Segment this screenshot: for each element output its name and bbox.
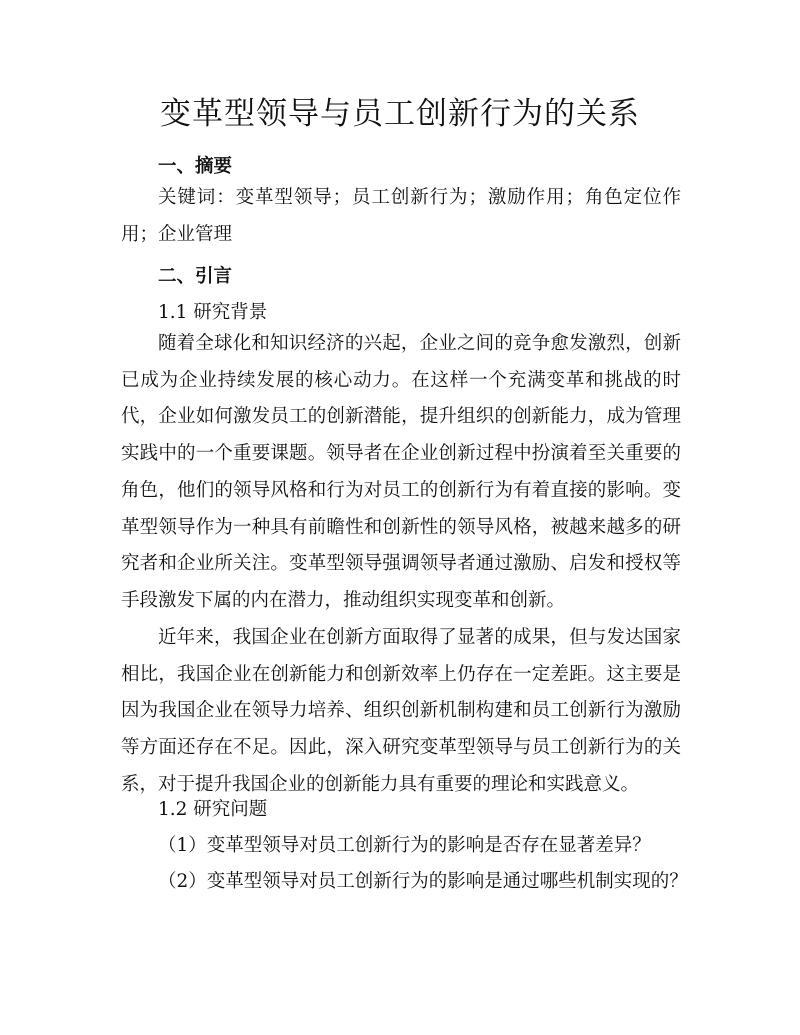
- background-paragraph-1: 随着全球化和知识经济的兴起，企业之间的竞争愈发激烈，创新已成为企业持续发展的核心动力。在这样一个充满变革和挑战的时代，企业如何激发员工的创新潜能，提升组织的创新能力，成为管理实践中的一个重要课题。领导者在企业创新过程中扮演着至关重要的角色，他们的领导风格和行为对员工的创新行为有着直接的影响。变革型领导作为一种具有前瞻性和创新性的领导风格，被越来越多的研究者和企业所关注。变革型领导强调领导者通过激励、启发和授权等手段激发下属的内在潜力，推动组织实现变革和创新。: [121, 333, 681, 611]
- subsection-heading-background: 1.1 研究背景: [158, 302, 268, 323]
- research-question-2: （2）变革型领导对员工创新行为的影响是通过哪些机制实现的？: [158, 871, 688, 892]
- keywords-paragraph: 关键词：变革型领导；员工创新行为；激励作用；角色定位作用；企业管理: [121, 187, 681, 245]
- background-paragraph-2: 近年来，我国企业在创新方面取得了显著的成果，但与发达国家相比，我国企业在创新能力和创新效率上仍存在一定差距。这主要是因为我国企业在领导力培养、组织创新机制构建和员工创新行为激励等方面还存在不足。因此，深入研究变革型领导与员工创新行为的关系，对于提升我国企业的创新能力具有重要的理论和实践意义。: [121, 627, 681, 795]
- research-question-1: （1）变革型领导对员工创新行为的影响是否存在显著差异？: [158, 835, 651, 856]
- document-title: 变革型领导与员工创新行为的关系: [160, 96, 640, 132]
- section-heading-introduction: 二、引言: [158, 266, 233, 287]
- section-heading-abstract: 一、摘要: [158, 156, 233, 177]
- subsection-heading-questions: 1.2 研究问题: [158, 799, 268, 820]
